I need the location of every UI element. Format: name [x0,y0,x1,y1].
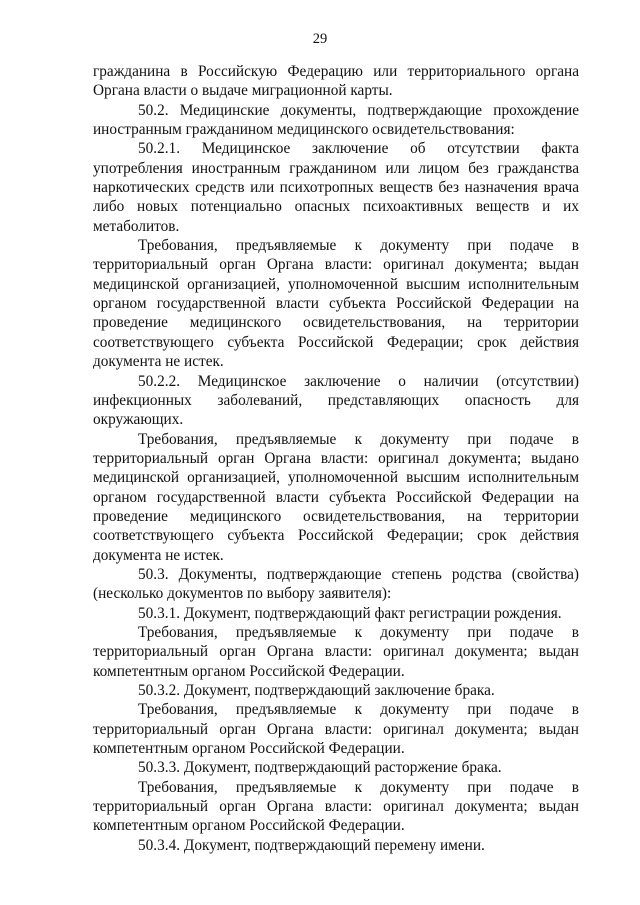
paragraph-requirements-50-3-2: Требования, предъявляемые к документу при подаче в территориальный орган Органа власти: оригинал документа; выдан компетентным органом Российской Федерации. [93,701,579,758]
paragraph-50-2: 50.2. Медицинские документы, подтверждающие прохождение иностранным гражданином медицинского освидетельствования: [93,101,579,139]
document-body [93,62,579,855]
paragraph-50-3-3: 50.3.3. Документ, подтверждающий расторжение брака. [138,759,502,777]
paragraph-50-2-1: 50.2.1. Медицинское заключение об отсутствии факта употребления иностранным гражданином или лицом без гражданства наркотических средств или психотропных веществ без назначения врача либо новых потенциально опасных психоактивных веществ и их метаболитов. [93,140,579,235]
paragraph-requirements-50-3-1: Требования, предъявляемые к документу при подаче в территориальный орган Органа власти: оригинал документа; выдан компетентным органом Российской Федерации. [93,623,579,680]
paragraph-50-3-1: 50.3.1. Документ, подтверждающий факт регистрации рождения. [138,604,562,622]
paragraph-requirements-50-3-3: Требования, предъявляемые к документу при подаче в территориальный орган Органа власти: оригинал документа; выдан компетентным органом Российской Федерации. [93,778,579,835]
paragraph-requirements-50-2-2: Требования, предъявляемые к документу при подаче в территориальный орган Органа власти: оригинал документа; выдано медицинской организацией, уполномоченной высшим исполнительным органом государственной власти субъекта Российской Федерации на проведение медицинского освидетельствования, на территории соответствующего субъекта Российской Федерации; срок действия документа не истек. [93,430,579,564]
paragraph-50-3-4: 50.3.4. Документ, подтверждающий перемену имени. [138,836,485,854]
paragraph-continuation: гражданина в Российскую Федерацию или территориального органа Органа власти о выдаче миграционной карты. [93,63,579,100]
paragraph-50-3-2: 50.3.2. Документ, подтверждающий заключение брака. [138,682,495,699]
paragraph-50-2-2: 50.2.2. Медицинское заключение о наличии (отсутствии) инфекционных заболеваний, представляющих опасность для окружающих. [93,372,579,429]
page-number: 29 [312,31,328,47]
paragraph-50-3: 50.3. Документы, подтверждающие степень родства (свойства) (несколько документов по выбору заявителя): [93,565,579,603]
paragraph-requirements-50-2-1: Требования, предъявляемые к документу при подаче в территориальный орган Органа власти: оригинал документа; выдан медицинской организацией, уполномоченной высшим исполнительным органом государственной власти субъекта Российской Федерации на проведение медицинского освидетельствования, на территории соответствующего субъекта Российской Федерации; срок действия документа не истек. [93,237,579,371]
